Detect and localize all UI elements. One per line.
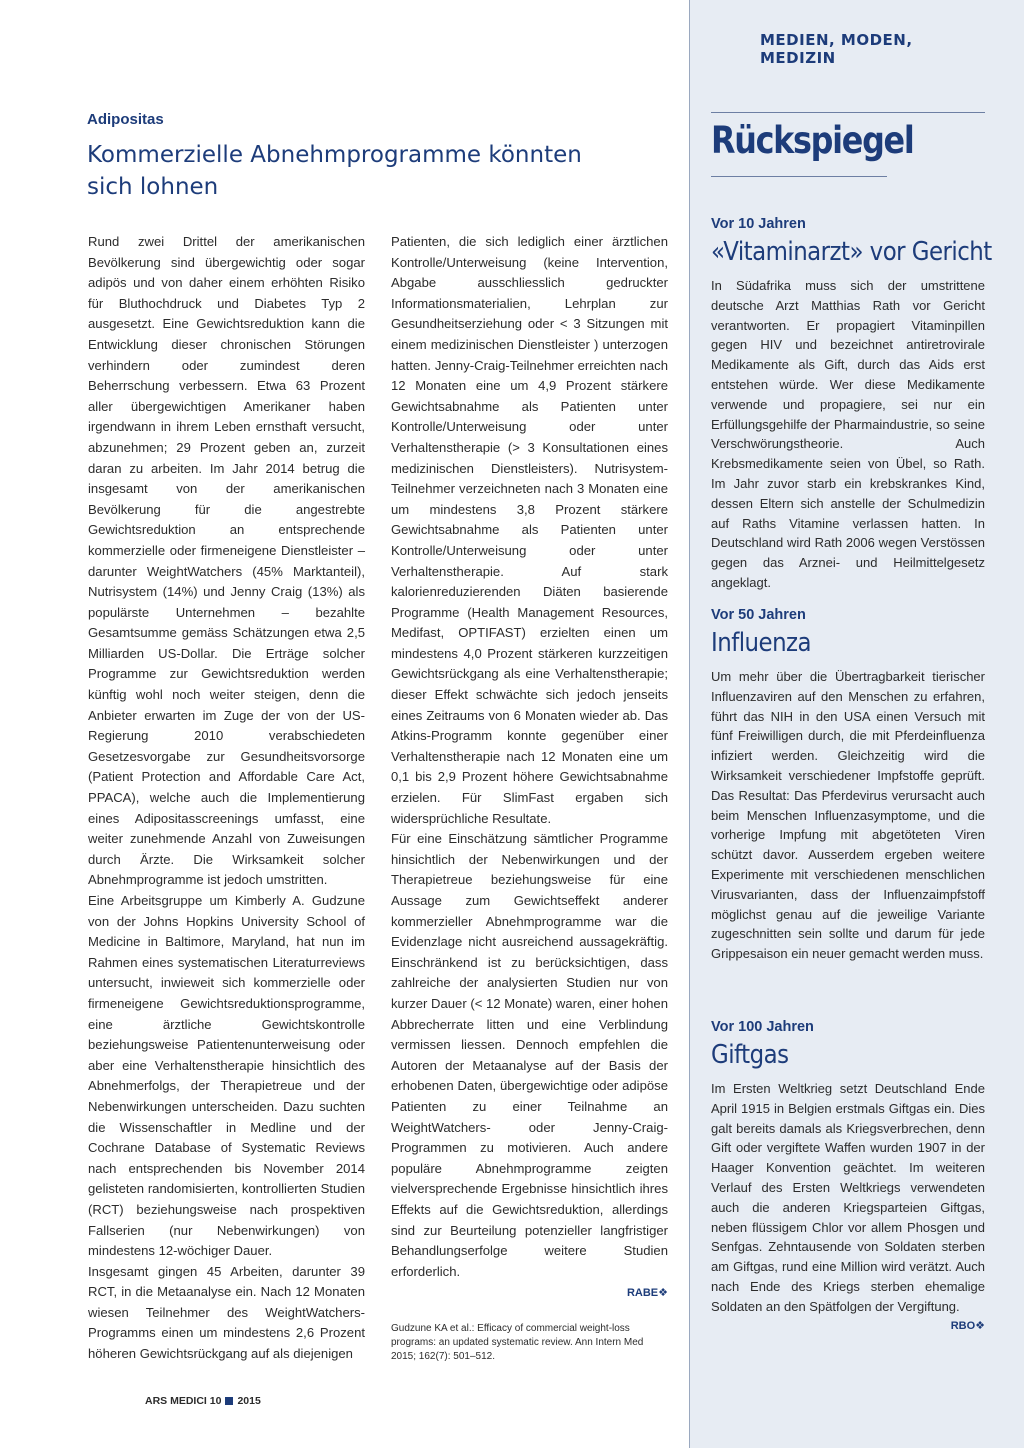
paragraph: Für eine Einschätzung sämtlicher Programme hinsichtlich der Nebenwirkungen und der Therapietreue beziehungsweise für eine Aussage zum Gewichtseffekt anderer kommerzieller Abnehmprogramme war die Evidenzlage nicht ausreichend aussagekräftig. Einschränkend ist zu berücksichtigen, dass zahlreiche der analysierten Studien nur von kurzer Dauer (< 12 Monate) waren, einer hohen Abbrecherrate litten und eine Verblindung vermissen liessen. Dennoch empfehlen die Autoren der Metaanalyse auf der Basis der erhobenen Daten, übergewichtige oder adipöse Patienten zu einer Teilnahme an WeightWatchers- oder Jenny-Craig-Programmen zu motivieren. Auch andere populäre Abnehmprogramme zeigten vielversprechende Ergebnisse hinsichtlich ihres Effekts auf die Gewichtsreduktion, allerdings sind zur Beurteilung potenzieller langfristiger Behandlungserfolge weitere Studien erforderlich.: [391, 831, 668, 1279]
entry-heading: Influenza: [711, 628, 812, 658]
entry-text: [711, 1079, 985, 1332]
entry-heading: Giftgas: [711, 1040, 789, 1070]
paragraph: Eine Arbeitsgruppe um Kimberly A. Gudzune von der Johns Hopkins University School of Medicine in Baltimore, Maryland, hat nun im Rahmen eines systematischen Literaturreviews untersucht, inwieweit sich kommerzielle oder firmeneigene Gewichtsreduktionsprogramme, eine ärztliche Gewichtskontrolle beziehungsweise Patientenunterweisung oder aber eine Verhaltenstherapie hinsichtlich des Abnehmerfolgs, der Therapietreue und der Nebenwirkungen unterscheiden. Dazu suchten die Wissenschaftler in Medline und der Cochrane Database of Systematic Reviews nach entsprechenden bis November 2014 gelisteten randomisierten, kontrollierten Studien (RCT) beziehungsweise nach prospektiven Fallserien (nur Nebenwirkungen) von mindestens 12-wöchiger Dauer.: [88, 893, 365, 1259]
article-column-2: [391, 232, 668, 1364]
sidebar-entry: [711, 216, 992, 593]
sidebar-entry: [711, 1019, 985, 1336]
page-footer: [145, 1395, 261, 1407]
entry-year: Vor 10 Jahren: [711, 216, 806, 232]
journal-name: ARS MEDICI 10: [145, 1395, 222, 1407]
section-tag: MEDIEN, MODEN, MEDIZIN: [760, 31, 913, 67]
entry-text: Um mehr über die Übertragbarkeit tierischer Influenzaviren auf den Menschen zu erfahren, führt das NIH in den USA einen Versuch mit fünf Freiwilligen durch, die mit Pferdeinfluenza infiziert werden. Gleichzeitig wird die Wirksamkeit verschiedener Impfstoffe geprüft. Das Resultat: Das Pferdevirus verursacht auch beim Menschen Influenzasymptome, und die vorherige Impfung mit abgetöteten Viren schützt davor. Ausserdem ergeben weitere Experimente mit verschiedenen menschlichen Virusvarianten, dass der Influenzaimpfstoff möglichst genau auf die jeweilige Variante zugeschnitten sein sollte und darum für jede Grippesaison ein neuer gemacht werden muss.: [711, 669, 985, 962]
square-icon: [225, 1397, 233, 1405]
sidebar-entry: [711, 607, 985, 964]
entry-text-body: Im Ersten Weltkrieg setzt Deutschland Ende April 1915 in Belgien erstmals Giftgas ein. Dies galt bereits damals als Kriegsverbrechen, denn Gift oder vergiftete Waffen wurden 1907 in der Haager Konvention geächtet. Im weiteren Verlauf des Ersten Weltkriegs verwendeten auch die anderen Kriegsparteien Giftgas, neben flüssigem Chlor vor allem Phosgen und Senfgas. Zehntausende von Soldaten sterben am Giftgas, rund eine Million wird verätzt. Auch nach Ende des Kriegs sterben ehemalige Soldaten an den Spätfolgen der Vergiftung.: [711, 1081, 985, 1314]
entry-heading: «Vitaminarzt» vor Gericht: [711, 237, 992, 267]
article-headline: Kommerzielle Abnehmprogramme könnten sich lohnen: [87, 142, 582, 200]
article-column-1: [88, 232, 365, 1365]
reference: Gudzune KA et al.: Efficacy of commercial weight-loss programs: an updated systematic review. Ann Intern Med 2015; 162(7): 501–512.: [391, 1322, 644, 1362]
paragraph: Rund zwei Drittel der amerikanischen Bevölkerung sind übergewichtig oder sogar adipös und von daher einem erhöhten Risiko für Bluthochdruck und Diabetes Typ 2 ausgesetzt. Eine Gewichtsreduktion kann die Entwicklung dieser chronischen Störungen verhindern oder zumindest deren Beherrschung verbessern. Etwa 63 Prozent aller übergewichtigen Amerikaner haben irgendwann in ihrem Leben ernsthaft versucht, abzunehmen; 29 Prozent geben an, zurzeit daran zu arbeiten. Im Jahr 2014 betrug die insgesamt von der amerikanischen Bevölkerung für die angestrebte Gewichtsreduktion an entsprechende kommerzielle oder firmeneigene Dienstleister – darunter WeightWatchers (45% Marktanteil), Nutrisystem (14%) und Jenny Craig (13%) als populärste Unternehmen – bezahlte Gesamtsumme gemäss Schätzungen etwa 2,5 Milliarden US-Dollar. Die Erträge solcher Programme zur Gewichtsreduktion werden künftig wohl noch weiter steigen, denn die Anbieter erwarten im Zuge der von der US-Regierung 2010 verabschiedeten Gesetzesvorgabe zur Gesundheitsvorsorge (Patient Protection and Affordable Care Act, PPACA), welche auch die Implementierung eines Adipositasscreenings umfasst, eine weiter zunehmende Anzahl von Zuweisungen durch Ärzte. Die Wirksamkeit solcher Abnehmprogramme ist jedoch umstritten.: [88, 234, 365, 888]
article-kicker: Adipositas: [87, 111, 164, 128]
author-signature: RBO❖: [950, 1319, 985, 1332]
divider: [711, 112, 985, 113]
author-signature: RABE❖: [626, 1287, 668, 1300]
entry-text: In Südafrika muss sich der umstrittene deutsche Arzt Matthias Rath vor Gericht verantworten. Er propagiert Vitaminpillen gegen HIV und bezeichnet antiretrovirale Medikamente als Gift, durch das Aids erst entstehen würde. Wer diese Medikamente verwende und propagiere, sei nur ein Erfüllungsgehilfe der Pharmaindustrie, so seine Verschwörungstheorie. Auch Krebsmedikamente seien von Übel, so Rath. Im Jahr zuvor starb ein krebskrankes Kind, dessen Eltern sich anstelle der Schulmedizin auf Raths Vitamine verlassen hatten. In Deutschland wird Rath 2006 wegen Verstössen gegen das Arznei- und Heilmittelgesetz angeklagt.: [711, 278, 985, 590]
sidebar-title: Rückspiegel: [711, 119, 914, 162]
entry-year: Vor 50 Jahren: [711, 607, 806, 623]
paragraph: Insgesamt gingen 45 Arbeiten, darunter 39 RCT, in die Metaanalyse ein. Nach 12 Monaten wiesen Teilnehmer des WeightWatchers-Programms einen um mindestens 2,6 Prozent höheren Gewichtsrückgang auf als diejenigen: [88, 1263, 365, 1362]
entry-year: Vor 100 Jahren: [711, 1019, 814, 1035]
divider: [711, 176, 887, 177]
paragraph: Patienten, die sich lediglich einer ärztlichen Kontrolle/Unterweisung (keine Intervention, Abgabe ausschliesslich gedruckter Informationsmaterialien, Lehrplan zur Gesundheitserziehung oder < 3 Sitzungen mit einem medizinischen Dienstleister ) unterzogen hatten. Jenny-Craig-Teilnehmer erreichten nach 12 Monaten eine um 4,9 Prozent stärkere Gewichtsabnahme als Patienten unter Kontrolle/Unterweisung oder unter Verhaltenstherapie (> 3 Konsultationen eines medizinischen Dienstleisters). Nutrisystem-Teilnehmer verzeichneten nach 3 Monaten eine um mindestens 3,8 Prozent stärkere Gewichtsabnahme als Patienten unter Kontrolle/Unterweisung oder unter Verhaltenstherapie. Auf stark kalorienreduzierenden Diäten basierende Programme (Health Management Resources, Medifast, OPTIFAST) erzielten einen um mindestens 4,0 Prozent stärkeren kurzzeitigen Gewichtsrückgang als eine Verhaltenstherapie; dieser Effekt schwächte sich jedoch jenseits eines Zeitraums von 6 Monaten wieder ab. Das Atkins-Programm konnte gegenüber einer Verhaltenstherapie nach 12 Monaten eine um 0,1 bis 2,9 Prozent höhere Gewichtsabnahme erzielen. Für SlimFast ergaben sich widersprüchliche Resultate.: [391, 234, 668, 826]
journal-year: 2015: [237, 1395, 261, 1407]
